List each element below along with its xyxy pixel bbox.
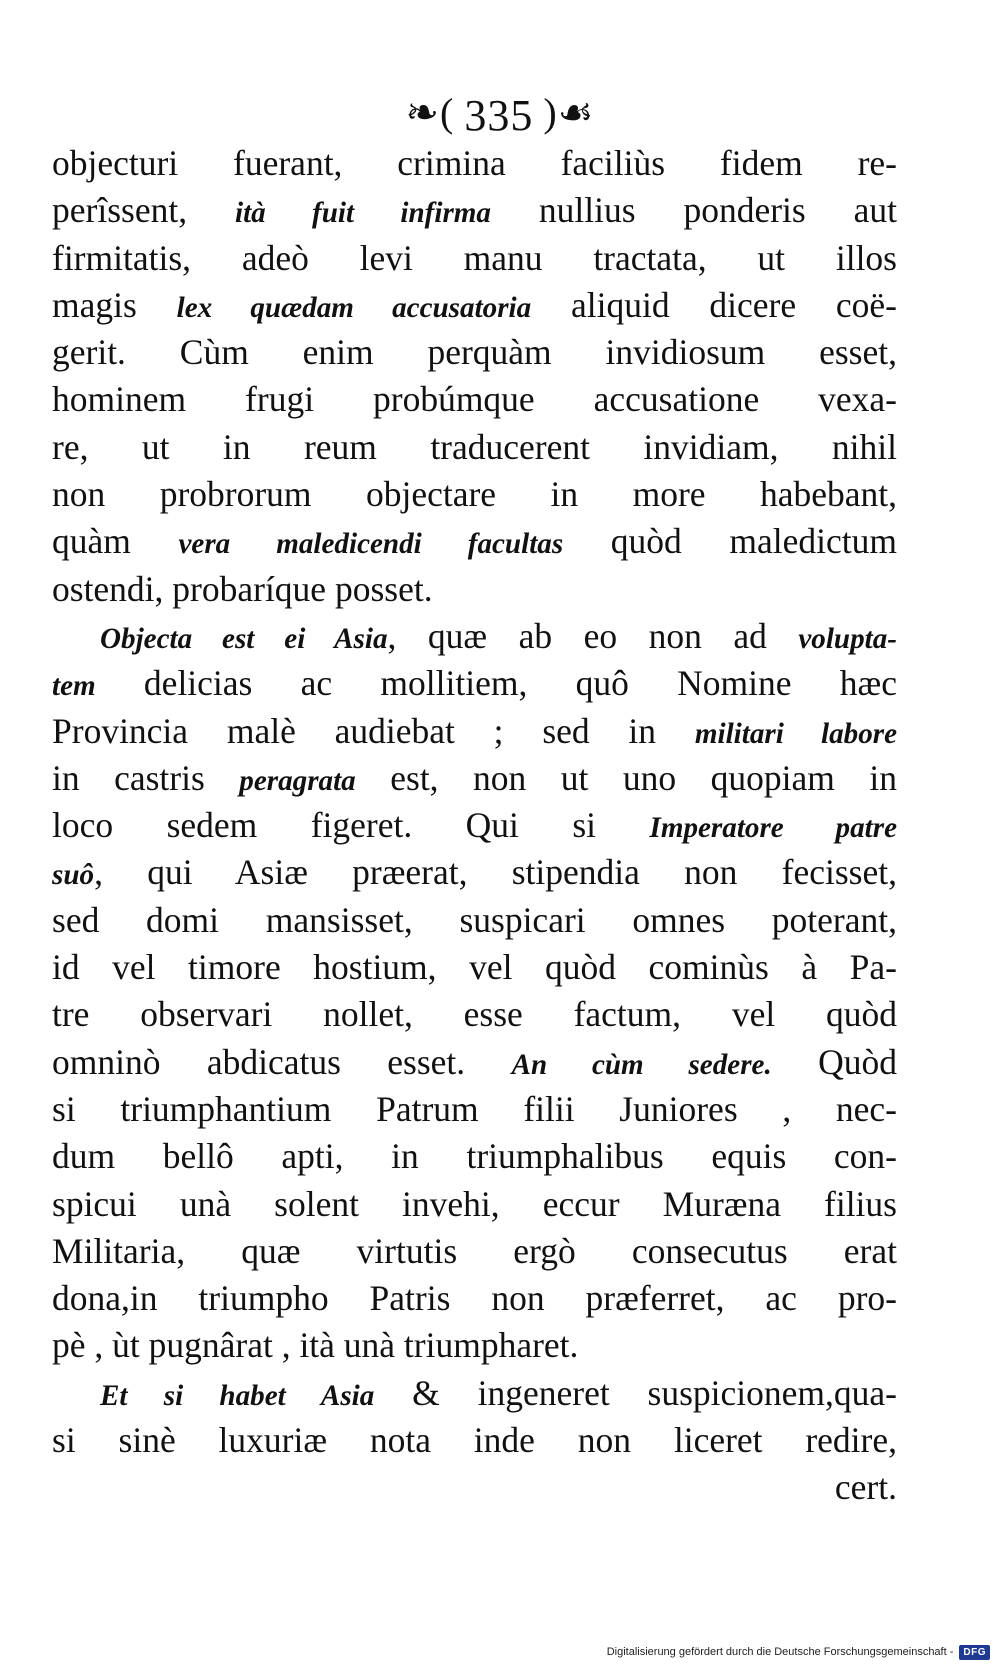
text-segment: non probrorum objectare in more habebant, bbox=[52, 474, 897, 515]
italic-phrase: militari labore bbox=[694, 717, 897, 750]
text-line bbox=[52, 802, 897, 849]
text-line bbox=[52, 329, 897, 376]
text-segment: si sinè luxuriæ nota inde non liceret redire, bbox=[52, 1420, 897, 1461]
text-line bbox=[52, 1417, 897, 1464]
funding-credit: Digitalisierung gefördert durch die Deutsche Forschungsgemeinschaft - bbox=[606, 1646, 954, 1658]
text-line bbox=[52, 1086, 897, 1133]
page-number: 335 bbox=[464, 90, 534, 140]
text-line bbox=[52, 897, 897, 944]
text-line bbox=[52, 471, 897, 518]
text-line bbox=[52, 187, 897, 234]
text-line bbox=[52, 424, 897, 471]
text-segment: perîssent, bbox=[52, 190, 235, 231]
text-segment: , qui Asiæ præerat, stipendia non fecisset, bbox=[94, 852, 897, 893]
text-segment: spicui unà solent invehi, eccur Muræna filius bbox=[52, 1183, 897, 1224]
text-segment: Quòd bbox=[771, 1041, 897, 1082]
digitization-footer bbox=[607, 1642, 990, 1662]
text-line bbox=[52, 944, 897, 991]
italic-phrase: lex quædam accusatoria bbox=[176, 291, 532, 324]
text-line bbox=[52, 991, 897, 1038]
text-segment: nullius ponderis aut bbox=[490, 190, 897, 231]
text-segment: quòd maledictum bbox=[563, 521, 897, 562]
text-line bbox=[52, 1228, 897, 1275]
text-line bbox=[52, 613, 897, 660]
italic-phrase: Et si habet Asia bbox=[100, 1379, 375, 1412]
text-segment: ostendi, probaríque posset. bbox=[52, 568, 433, 609]
text-line bbox=[52, 140, 897, 187]
text-segment: dona,in triumpho Patris non præferret, ac pro- bbox=[52, 1278, 897, 1319]
text-segment: omninò abdicatus esset. bbox=[52, 1041, 512, 1082]
italic-phrase: Imperatore patre bbox=[649, 812, 897, 845]
italic-phrase: vera maledicendi facultas bbox=[178, 528, 564, 561]
text-segment: pè , ùt pugnârat , ità unà triumpharet. bbox=[52, 1325, 579, 1366]
text-segment: tre observari nollet, esse factum, vel quòd bbox=[52, 994, 897, 1035]
body-text bbox=[52, 140, 897, 1512]
text-segment: delicias ac mollitiem, quô Nomine hæc bbox=[95, 663, 897, 704]
italic-phrase: tem bbox=[52, 670, 96, 703]
page-header bbox=[0, 82, 1000, 142]
text-line bbox=[52, 1039, 897, 1086]
text-line bbox=[52, 1275, 897, 1322]
italic-phrase: peragrata bbox=[239, 764, 356, 797]
text-line bbox=[52, 1464, 897, 1511]
text-segment: Provincia malè audiebat ; sed in bbox=[52, 710, 695, 751]
text-segment: magis bbox=[52, 284, 177, 325]
text-line bbox=[52, 849, 897, 896]
italic-phrase: ità fuit infirma bbox=[234, 197, 491, 230]
text-line bbox=[52, 660, 897, 707]
italic-phrase: suô bbox=[52, 859, 95, 892]
text-line bbox=[52, 376, 897, 423]
dfg-logo-icon: DFG bbox=[959, 1645, 990, 1660]
text-segment: quàm bbox=[52, 521, 179, 562]
text-segment: in castris bbox=[52, 757, 240, 798]
header-ornament-left: ❧( bbox=[405, 89, 455, 135]
text-segment: & ingeneret suspicionem,qua- bbox=[374, 1372, 897, 1413]
italic-phrase: An cùm sedere. bbox=[511, 1048, 772, 1081]
text-line bbox=[52, 755, 897, 802]
text-line bbox=[52, 235, 897, 282]
text-line bbox=[52, 1181, 897, 1228]
text-segment: aliquid dicere coë- bbox=[531, 284, 897, 325]
text-segment: firmitatis, adeò levi manu tractata, ut illos bbox=[52, 237, 897, 278]
text-line bbox=[52, 1133, 897, 1180]
text-segment: dum bellô apti, in triumphalibus equis con- bbox=[52, 1136, 897, 1177]
italic-phrase: volupta- bbox=[798, 622, 897, 655]
text-segment: Militaria, quæ virtutis ergò consecutus erat bbox=[52, 1230, 897, 1271]
text-segment: loco sedem figeret. Qui si bbox=[52, 805, 650, 846]
text-line bbox=[52, 1322, 897, 1369]
text-line bbox=[52, 282, 897, 329]
text-line bbox=[52, 708, 897, 755]
text-line bbox=[52, 566, 897, 613]
text-segment: sed domi mansisset, suspicari omnes poterant, bbox=[52, 899, 897, 940]
text-segment: re, ut in reum traducerent invidiam, nihil bbox=[52, 426, 897, 467]
text-segment: si triumphantium Patrum filii Juniores , nec- bbox=[52, 1088, 897, 1129]
italic-phrase: Objecta est ei Asia bbox=[100, 622, 388, 655]
text-line bbox=[52, 1370, 897, 1417]
text-segment: est, non ut uno quopiam in bbox=[355, 757, 897, 798]
text-segment: gerit. Cùm enim perquàm invidiosum esset, bbox=[52, 332, 897, 373]
text-segment: , quæ ab eo non ad bbox=[387, 615, 799, 656]
text-segment: id vel timore hostium, vel quòd cominùs à Pa- bbox=[52, 947, 897, 988]
text-line bbox=[52, 518, 897, 565]
text-segment: hominem frugi probúmque accusatione vexa- bbox=[52, 379, 897, 420]
text-segment: objecturi fuerant, crimina faciliùs fidem re- bbox=[52, 143, 897, 183]
text-segment: cert. bbox=[834, 1467, 897, 1508]
header-ornament-right: )☙ bbox=[543, 89, 595, 135]
